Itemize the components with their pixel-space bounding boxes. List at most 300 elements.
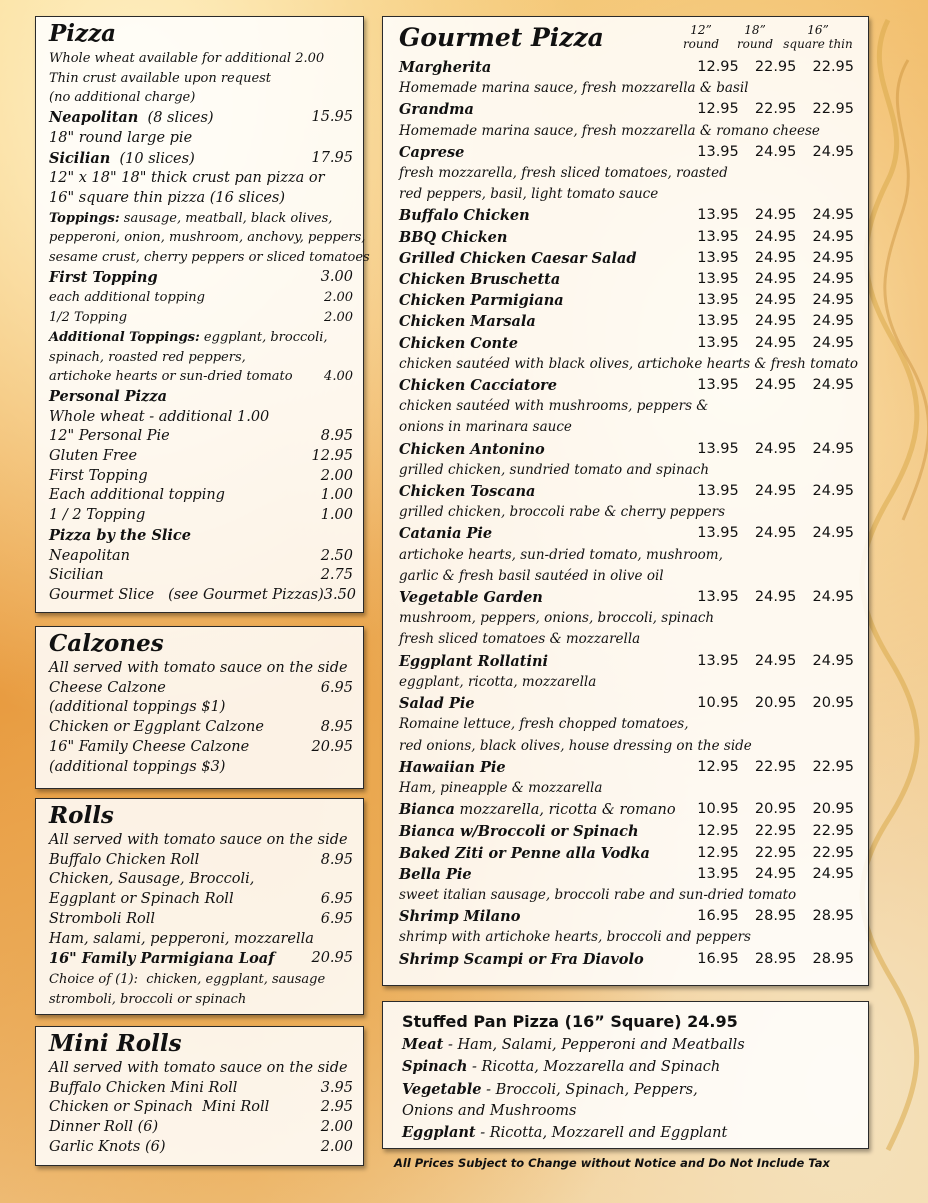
menu-line [49,698,353,718]
menu-line-text [49,586,324,606]
menu-line-price [305,870,353,890]
gourmet-item-description: grilled chicken, sundried tomato and spinach [399,461,710,478]
calzones-list [49,659,353,777]
gourmet-item-description: fresh sliced tomatoes & mozzarella [399,631,641,648]
menu-line-price [324,49,353,69]
gourmet-item-name [399,651,681,672]
gourmet-item-description: chicken sautéed with mushrooms, peppers & [399,398,709,415]
gourmet-item-row [399,481,854,502]
menu-line-desc: Choice of (1): chicken, eggplant, sausage [49,971,326,987]
gourmet-item-price: 22.95 [812,101,855,118]
gourmet-item-name-text: Bianca [399,801,455,819]
menu-line-desc: Chicken or Spinach Mini Roll [49,1099,270,1116]
gourmet-item-description: chicken sautéed with black olives, artichoke hearts & fresh tomato [399,355,859,372]
menu-line-price: 2.00 [320,1119,353,1136]
menu-line-text [49,679,305,699]
menu-line-text [49,1118,305,1138]
menu-line-text [49,328,328,348]
gourmet-item-price: 13.95 [697,334,739,351]
menu-line [49,526,353,547]
menu-line-text [49,930,314,950]
rolls-section [35,798,364,1015]
menu-line-text [49,467,305,487]
menu-line-price: 2.50 [320,547,353,564]
gourmet-item-price: 24.95 [812,271,855,288]
calzones-title: Calzones [49,630,164,657]
menu-line [49,228,366,248]
menu-line-text [49,890,305,910]
gourmet-header [399,23,854,57]
menu-line-desc: All served with tomato sauce on the side [49,660,348,676]
gourmet-title: Gourmet Pizza [399,23,604,52]
menu-line-text [49,209,332,229]
menu-line-desc: Garlic Knots (6) [49,1138,166,1155]
gourmet-item-name [399,311,681,332]
menu-line [49,586,357,606]
menu-line [49,870,353,890]
gourmet-item-description: sweet italian sausage, broccoli rabe and sun-dried tomato [399,886,797,903]
gourmet-item-price: 10.95 [697,801,739,818]
menu-line-text [49,970,325,990]
gourmet-item-name-text: Caprese [399,143,465,161]
menu-line [49,328,353,348]
menu-line-text [49,659,348,679]
gourmet-item-price: 22.95 [754,101,797,118]
menu-line-text [49,547,305,567]
menu-line-price: 1.00 [320,507,353,524]
gourmet-item-name [399,227,681,248]
gourmet-item-name [399,57,681,78]
menu-line-price: 17.95 [311,149,353,166]
gourmet-item-price: 13.95 [697,143,739,160]
menu-line-desc: 1 / 2 Topping [49,507,146,524]
menu-line [49,387,353,408]
gourmet-item-row [399,142,854,163]
gourmet-item-price: 24.95 [812,525,855,542]
stuffed-pan-list [402,1034,852,1144]
stuffed-pan-option-desc: - Broccoli, Spinach, Peppers, [481,1081,698,1098]
gourmet-item-price: 13.95 [697,313,739,330]
gourmet-item-inline-desc: mozzarella, ricotta & romano [454,802,676,819]
menu-line [49,1138,353,1158]
pizza-title: Pizza [49,20,117,47]
gourmet-item-price: 22.95 [812,844,855,861]
gourmet-item-description: red peppers, basil, light tomato sauce [399,186,659,203]
menu-line-price [305,387,353,408]
menu-line-bold: Sicilian [49,149,111,167]
menu-line [49,308,353,328]
menu-line-price: 8.95 [320,428,353,445]
menu-line-price: 2.00 [324,310,353,326]
gourmet-item-name-text: Salad Pie [399,695,475,713]
gourmet-item-name-text: Bianca w/Broccoli or Spinach [399,823,639,841]
gourmet-item-row [399,651,854,672]
gourmet-item-description: artichoke hearts, sun-dried tomato, mushroom, [399,546,723,563]
menu-line [49,718,353,738]
menu-line-text [49,49,324,69]
menu-line-desc: (10 slices) [110,150,195,167]
gourmet-item-description: Homemade marina sauce, fresh mozzarella & romano cheese [399,122,820,139]
menu-line-desc: All served with tomato sauce on the side [49,1060,348,1076]
gourmet-item-name [399,333,681,354]
pizza-list [49,49,370,606]
menu-line-price [305,408,353,428]
pizza-section [35,16,370,613]
menu-line-price [305,758,353,778]
menu-line-text [49,228,365,248]
menu-line-desc: Each additional topping [49,487,225,504]
menu-line-text [49,526,305,547]
menu-line-desc: Neapolitan [49,547,131,564]
menu-line-price: 20.95 [311,950,353,967]
gourmet-item-price: 28.95 [812,950,855,967]
gourmet-item-price: 24.95 [812,143,855,160]
gourmet-item-row [399,57,854,78]
menu-line-price [348,831,353,851]
gourmet-item-name-text: Buffalo Chicken [399,207,530,225]
menu-line-bold: Personal Pizza [49,387,167,405]
gourmet-item-name [399,439,681,460]
menu-line-desc: (8 slices) [138,110,214,127]
menu-line-desc: Buffalo Chicken Roll [49,851,200,868]
gourmet-item-name-text: Chicken Bruschetta [399,271,561,289]
gourmet-item-name [399,481,681,502]
gourmet-item-price: 28.95 [754,908,797,925]
gourmet-item-name [399,523,681,544]
gourmet-item-price: 24.95 [812,207,855,224]
gourmet-item-price: 24.95 [754,334,797,351]
menu-line [49,1098,353,1118]
gourmet-item-description: fresh mozzarella, fresh sliced tomatoes, roasted [399,165,728,182]
menu-line-price [305,348,353,368]
gourmet-item-name [399,375,681,396]
stuffed-pan-option [402,1101,852,1122]
gourmet-item-price: 24.95 [754,228,797,245]
menu-line-price: 15.95 [311,109,353,126]
menu-line-bold: Neapolitan [49,109,139,127]
menu-line-text [49,506,305,526]
menu-line-desc: artichoke hearts or sun-dried tomato [49,369,293,385]
gourmet-item-description: grilled chicken, broccoli rabe & cherry peppers [399,504,726,521]
col-header-18-round: 18” round [736,23,774,51]
gourmet-item-name-text: Hawaiian Pie [399,758,506,776]
gourmet-item-price: 24.95 [812,292,855,309]
menu-line-bold: First Topping [49,268,158,286]
gourmet-item-price: 24.95 [754,143,797,160]
gourmet-item-row [399,843,854,864]
menu-line [49,209,353,229]
gourmet-item-row [399,523,854,544]
gourmet-item-description: shrimp with artichoke hearts, broccoli and peppers [399,929,751,946]
gourmet-item-name [399,99,681,120]
gourmet-item-description: Romaine lettuce, fresh chopped tomatoes, [399,716,689,733]
gourmet-item-price: 13.95 [697,271,739,288]
gourmet-item-price: 13.95 [697,589,739,606]
menu-line [49,851,353,871]
gourmet-item-name-text: Margherita [399,59,492,76]
gourmet-item-name-text: Catania Pie [399,525,493,543]
menu-line [49,679,353,699]
gourmet-section [382,16,869,986]
gourmet-item-price: 24.95 [812,334,855,351]
menu-line [49,566,353,586]
menu-line [49,408,353,428]
gourmet-item-price: 13.95 [697,377,739,394]
gourmet-item-name-text: Chicken Cacciatore [399,377,558,395]
gourmet-item-name [399,906,681,927]
menu-line [49,189,353,209]
menu-line-text [49,427,305,447]
gourmet-item-name-text: Chicken Antonino [399,440,545,458]
menu-line [49,1118,353,1138]
gourmet-item-price: 22.95 [754,758,797,775]
gourmet-item-name [399,843,681,864]
gourmet-item-name-text: Baked Ziti or Penne alla Vodka [399,844,650,862]
menu-line-desc: Gluten Free [49,448,138,465]
gourmet-item-price: 22.95 [812,758,855,775]
menu-line-text [49,566,305,586]
menu-line-bold: Pizza by the Slice [49,526,191,544]
gourmet-item-description: red onions, black olives, house dressing on the side [399,737,752,754]
menu-line-desc: 18" round large pie [49,129,193,146]
gourmet-item-price: 24.95 [754,440,797,457]
stuffed-pan-option-desc: Onions and Mushrooms [402,1102,577,1119]
menu-line-bold: Toppings: [49,210,120,226]
gourmet-item-price: 24.95 [754,589,797,606]
menu-line-price [348,659,353,679]
menu-line [49,758,353,778]
stuffed-pan-option [402,1122,852,1144]
menu-line-price [305,698,353,718]
menu-line-desc: sausage, meatball, black olives, [119,210,333,226]
menu-line-price: 2.00 [320,1138,353,1155]
gourmet-item-name-text: Shrimp Milano [399,908,521,926]
gourmet-item-row [399,799,854,821]
menu-line-price [305,189,353,209]
gourmet-item-price: 20.95 [754,801,797,818]
gourmet-item-price: 24.95 [754,313,797,330]
gourmet-item-price: 20.95 [812,801,855,818]
gourmet-item-row [399,227,854,248]
menu-line-price [332,209,353,229]
gourmet-item-name [399,248,681,269]
menu-line-price: 6.95 [320,679,353,696]
gourmet-item-price: 13.95 [697,652,739,669]
gourmet-item-price: 12.95 [697,101,739,118]
gourmet-item-name-text: Chicken Marsala [399,313,536,331]
gourmet-item-price: 24.95 [754,292,797,309]
gourmet-item-price: 13.95 [697,440,739,457]
menu-line-price: 3.00 [320,268,353,285]
menu-line [49,169,353,189]
menu-line-price: 8.95 [320,851,353,868]
gourmet-item-price: 13.95 [697,292,739,309]
menu-line-desc: (additional toppings $3) [49,758,226,775]
gourmet-item-row [399,205,854,226]
gourmet-item-price: 24.95 [754,377,797,394]
gourmet-item-price: 24.95 [812,377,855,394]
menu-line-text [49,758,305,778]
menu-line-price: 2.75 [320,567,353,584]
menu-line-text [49,248,370,268]
gourmet-item-description: Ham, pineapple & mozzarella [399,779,603,796]
menu-line-price [325,970,353,990]
menu-line-price: 2.00 [320,467,353,484]
gourmet-item-row [399,864,854,885]
stuffed-pan-section [382,1001,869,1149]
gourmet-item-row [399,949,854,970]
menu-line-desc: Whole wheat available for additional 2.00 [49,51,325,66]
menu-line [49,427,353,447]
menu-line-price: 2.95 [320,1099,353,1116]
gourmet-item-price: 22.95 [812,59,855,75]
menu-line-text [49,1079,305,1099]
gourmet-item-price: 24.95 [754,271,797,288]
menu-line [49,49,353,69]
gourmet-item-price: 24.95 [754,249,797,266]
gourmet-item-row [399,311,854,332]
menu-line-text [49,949,305,970]
menu-line-desc: Sicilian [49,567,104,584]
menu-line-desc: 16" square thin pizza (16 slices) [49,189,285,206]
gourmet-item-name-text: Grandma [399,101,474,119]
menu-line-price [305,526,353,547]
gourmet-item-price: 13.95 [697,483,739,500]
menu-line-desc: Stromboli Roll [49,910,155,927]
menu-line [49,738,353,758]
gourmet-item-name [399,821,681,842]
gourmet-item-name-text: Shrimp Scampi or Fra Diavolo [399,950,644,968]
menu-line-text [49,88,305,108]
gourmet-item-name-text: Chicken Toscana [399,483,536,501]
menu-line-desc: Chicken, Sausage, Broccoli, [49,871,255,888]
menu-line-price: 8.95 [320,719,353,736]
menu-line [49,486,353,506]
menu-line [49,69,353,89]
gourmet-item-description: garlic & fresh basil sautéed in olive oil [399,567,664,584]
menu-line [49,1079,353,1099]
gourmet-item-row [399,290,854,311]
gourmet-item-price: 24.95 [812,440,855,457]
gourmet-item-price: 13.95 [697,228,739,245]
menu-line [49,288,353,308]
menu-line-desc: 12" x 18" 18" thick crust pan pizza or [49,170,325,187]
stuffed-pan-option-name: Vegetable [402,1080,482,1098]
menu-line [49,831,353,851]
menu-line-text [49,268,305,289]
gourmet-item-row [399,906,854,927]
gourmet-item-row [399,248,854,269]
gourmet-item-name [399,205,681,226]
gourmet-item-row [399,587,854,608]
gourmet-item-row [399,757,854,778]
menu-line-desc: Chicken or Eggplant Calzone [49,719,264,736]
menu-line [49,1059,353,1079]
menu-line-text [49,348,305,368]
gourmet-item-price: 24.95 [754,865,797,882]
menu-line [49,506,353,526]
gourmet-item-price: 24.95 [754,525,797,542]
menu-line-price: 12.95 [311,448,353,465]
gourmet-item-description: mushroom, peppers, onions, broccoli, spinach [399,610,715,627]
gourmet-item-price: 12.95 [697,844,739,861]
col-header-12-round: 12” round [682,23,720,51]
menu-line-text [49,69,305,89]
menu-line [49,547,353,567]
menu-line-price: 4.00 [324,369,353,385]
menu-line-text [49,1138,305,1158]
gourmet-item-row [399,439,854,460]
menu-line-text [49,387,305,408]
menu-line [49,149,353,170]
menu-line-text [49,851,305,871]
rolls-title: Rolls [49,802,114,829]
gourmet-item-price: 10.95 [697,695,739,712]
gourmet-item-price: 16.95 [697,950,739,967]
gourmet-item-name [399,693,681,714]
gourmet-item-price: 28.95 [754,950,797,967]
menu-line-text [49,408,305,428]
gourmet-item-price: 13.95 [697,525,739,542]
menu-line-text [49,486,305,506]
menu-line [49,467,353,487]
stuffed-pan-option-name: Eggplant [402,1124,476,1142]
stuffed-pan-option [402,1034,852,1056]
menu-line-price: 3.50 [323,586,357,603]
menu-line-desc: sesame crust, cherry peppers or sliced tomatoes [49,250,370,266]
menu-line-bold: Additional Toppings: [49,329,200,345]
menu-line-price: 1.00 [320,487,353,504]
calzones-section [35,626,364,789]
stuffed-pan-option-name: Spinach [402,1058,468,1076]
gourmet-item-row [399,693,854,714]
stuffed-pan-option [402,1056,852,1078]
gourmet-item-price: 24.95 [754,483,797,500]
gourmet-item-name [399,142,681,163]
menu-line-price [305,990,353,1010]
menu-line [49,949,353,970]
gourmet-item-price: 24.95 [812,652,855,669]
gourmet-item-price: 28.95 [812,908,855,925]
gourmet-item-row [399,269,854,290]
menu-line [49,930,353,950]
gourmet-item-price: 24.95 [754,207,797,224]
gourmet-item-name [399,757,681,778]
gourmet-item-price: 22.95 [812,823,855,840]
menu-line [49,447,353,467]
menu-line-desc: each additional topping [49,290,205,306]
menu-line-desc: 12" Personal Pie [49,428,170,445]
menu-line [49,890,353,910]
gourmet-item-price: 13.95 [697,207,739,224]
gourmet-item-price: 20.95 [754,695,797,712]
menu-line-price: 6.95 [320,891,353,908]
menu-line-price [348,1059,353,1079]
price-disclaimer: All Prices Subject to Change without Notice and Do Not Include Tax [394,1156,830,1170]
menu-line [49,268,353,289]
menu-line-price [325,169,353,189]
gourmet-item-price: 24.95 [812,589,855,606]
menu-line-desc: First Topping [49,467,148,484]
menu-line-text [49,718,305,738]
gourmet-item-row [399,375,854,396]
gourmet-item-name-text: Bella Pie [399,865,472,883]
gourmet-item-name [399,949,681,970]
mini-rolls-title: Mini Rolls [49,1030,182,1057]
menu-line-desc: 1/2 Topping [49,310,128,326]
gourmet-item-name [399,587,681,608]
menu-line-desc: spinach, roasted red peppers, [49,349,246,365]
